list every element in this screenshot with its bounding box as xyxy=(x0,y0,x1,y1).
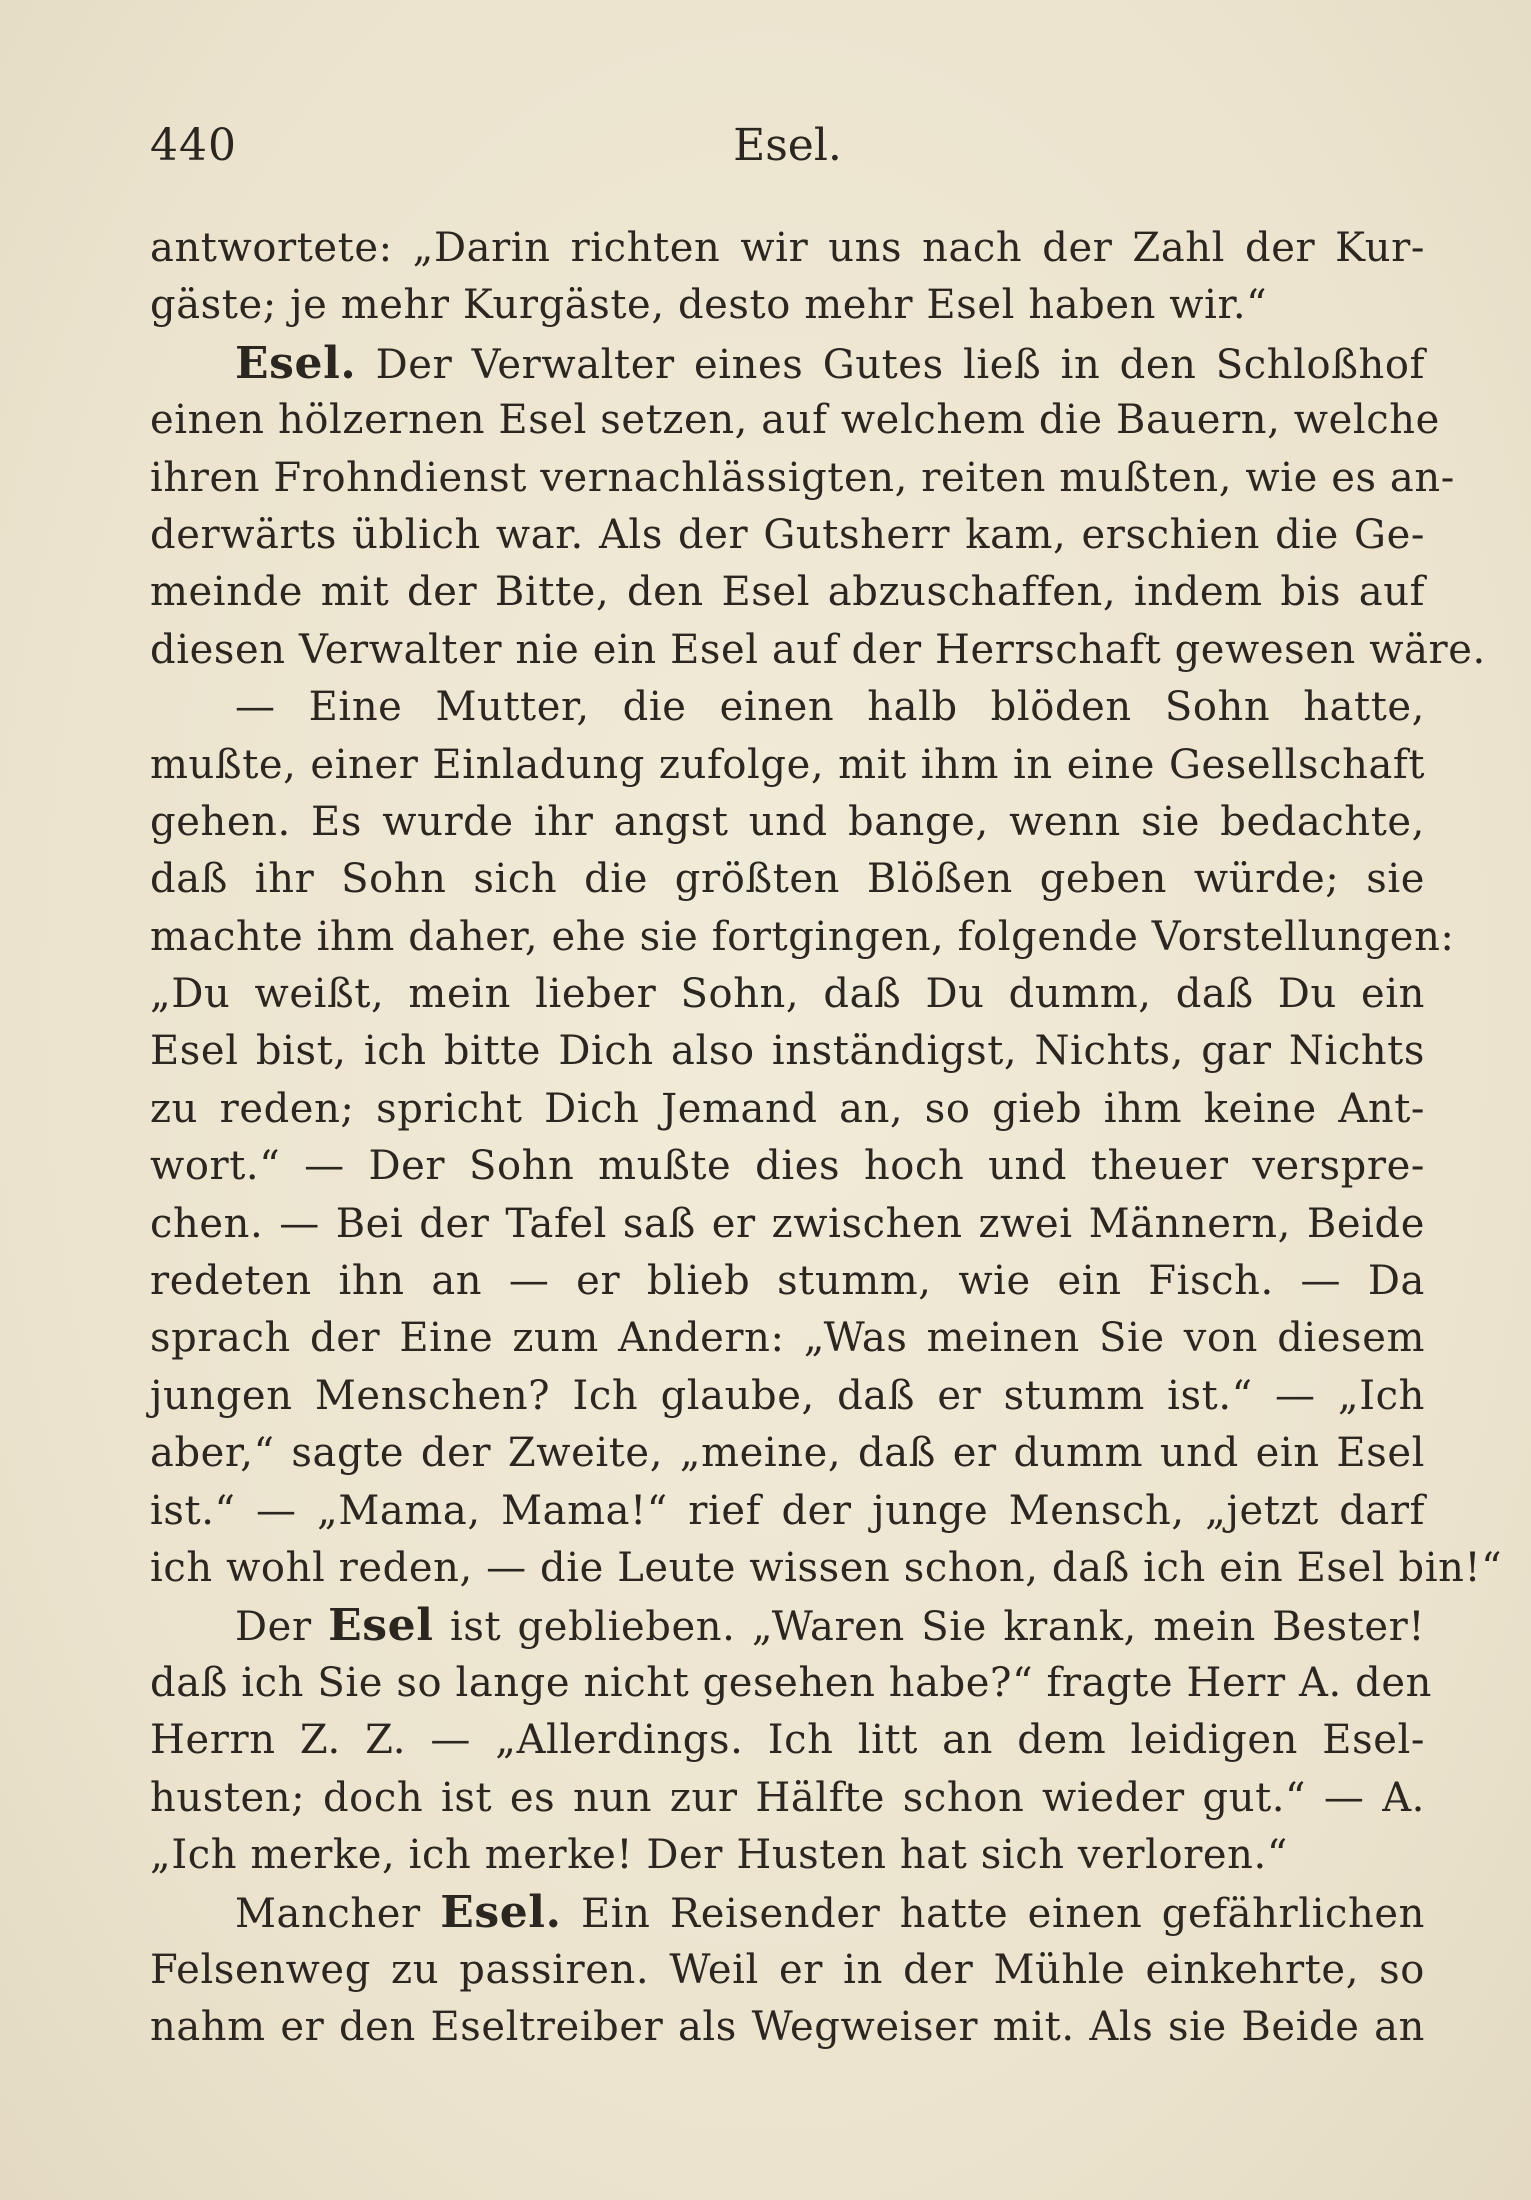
text-line: mußte, einer Einladung zufolge, mit ihm in eine Gesellschaft xyxy=(150,741,1425,788)
text-line: Herrn Z. Z. — „Allerdings. Ich litt an dem leidigen Esel- xyxy=(150,1717,1425,1764)
text-line: husten; doch ist es nun zur Hälfte schon wieder gut.“ — A. xyxy=(150,1774,1425,1821)
entry-heading: Esel xyxy=(328,1600,434,1652)
text-line: Felsenweg zu passiren. Weil er in der Mühle einkehrte, so xyxy=(150,1946,1425,1993)
text-line: ist.“ — „Mama, Mama!“ rief der junge Mensch, „jetzt darf xyxy=(150,1487,1425,1534)
entry-heading: Esel. xyxy=(235,337,357,389)
text-line: diesen Verwalter nie ein Esel auf der Herrschaft gewesen wäre. xyxy=(150,626,1486,673)
text-line: — Eine Mutter, die einen halb blöden Sohn hatte, xyxy=(235,684,1425,731)
text-line: nahm er den Eseltreiber als Wegweiser mit. Als sie Beide an xyxy=(150,2004,1425,2051)
text-line: antwortete: „Darin richten wir uns nach der Zahl der Kur- xyxy=(150,225,1425,271)
text-line: machte ihm daher, ehe sie fortgingen, folgende Vorstellungen: xyxy=(150,913,1455,960)
text-line: gäste; je mehr Kurgäste, desto mehr Esel haben wir.“ xyxy=(150,282,1268,329)
text-line xyxy=(150,335,1425,392)
text-line: sprach der Eine zum Andern: „Was meinen Sie von diesem xyxy=(150,1315,1425,1362)
body-text xyxy=(150,220,1503,2057)
text-line xyxy=(150,1597,1425,1654)
entry-heading: Esel. xyxy=(440,1887,562,1939)
text-line: ihren Frohndienst vernachlässigten, reiten mußten, wie es an- xyxy=(150,454,1455,501)
text-line: daß ich Sie so lange nicht gesehen habe?“ fragte Herr A. den xyxy=(150,1659,1432,1706)
text-line: jungen Menschen? Ich glaube, daß er stumm ist.“ — „Ich xyxy=(150,1372,1425,1419)
text-line: redeten ihn an — er blieb stumm, wie ein Fisch. — Da xyxy=(150,1258,1425,1305)
line-text: Der xyxy=(235,1604,329,1651)
text-line: einen hölzernen Esel setzen, auf welchem die Bauern, welche xyxy=(150,397,1440,444)
line-text: Mancher xyxy=(235,1891,441,1938)
line-text: ist geblieben. „Waren Sie krank, mein Bester! xyxy=(433,1604,1425,1651)
text-line: daß ihr Sohn sich die größten Blößen geben würde; sie xyxy=(150,856,1425,903)
text-line xyxy=(150,1884,1425,1941)
text-line: Esel bist, ich bitte Dich also inständigst, Nichts, gar Nichts xyxy=(150,1028,1425,1075)
text-line: „Du weißt, mein lieber Sohn, daß Du dumm, daß Du ein xyxy=(150,971,1425,1018)
page-number: 440 xyxy=(150,120,237,171)
line-text: Ein Reisender hatte einen gefährlichen xyxy=(561,1891,1425,1938)
running-head: Esel. xyxy=(733,120,842,171)
text-line: wort.“ — Der Sohn mußte dies hoch und theuer verspre- xyxy=(150,1143,1425,1190)
page-header xyxy=(150,120,1425,190)
text-line: ich wohl reden, — die Leute wissen schon, daß ich ein Esel bin!“ xyxy=(150,1544,1503,1591)
text-line: derwärts üblich war. Als der Gutsherr kam, erschien die Ge- xyxy=(150,511,1425,558)
text-line: meinde mit der Bitte, den Esel abzuschaffen, indem bis auf xyxy=(150,569,1425,616)
text-line: chen. — Bei der Tafel saß er zwischen zwei Männern, Beide xyxy=(150,1200,1425,1247)
text-line: „Ich merke, ich merke! Der Husten hat sich verloren.“ xyxy=(150,1831,1288,1878)
text-line: zu reden; spricht Dich Jemand an, so gieb ihm keine Ant- xyxy=(150,1085,1425,1132)
text-line: aber,“ sagte der Zweite, „meine, daß er dumm und ein Esel xyxy=(150,1430,1425,1477)
text-line: gehen. Es wurde ihr angst und bange, wenn sie bedachte, xyxy=(150,798,1425,845)
line-text: Der Verwalter eines Gutes ließ in den Schloßhof xyxy=(356,341,1425,388)
